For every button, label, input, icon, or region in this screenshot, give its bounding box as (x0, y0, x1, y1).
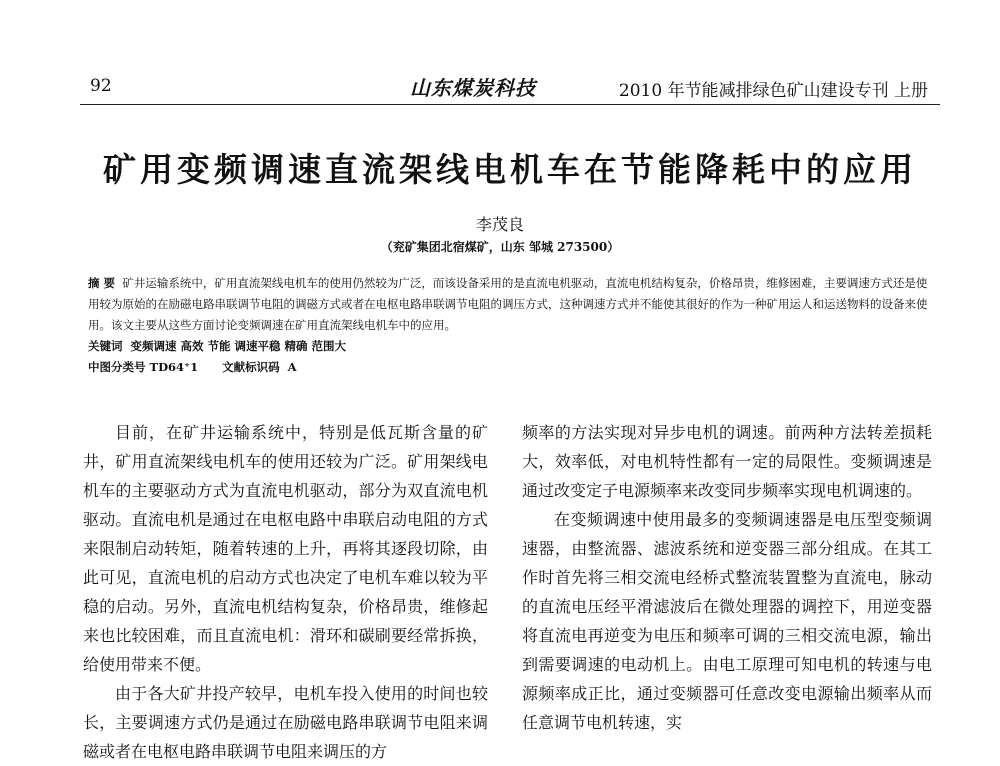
body-column-right (522, 418, 932, 737)
page-number: 92 (90, 76, 112, 96)
journal-name-logo: 山东煤炭科技 (410, 76, 536, 100)
body-paragraph-continued: 频率的方法实现对异步电机的调速。前两种方法转差损耗大，效率低，对电机特性都有一定的局限性。变频调速是通过改变定子电源频率来改变同步频率实现电机调速的。 (522, 423, 932, 500)
body-column-left (83, 418, 488, 766)
abstract-paragraph (88, 273, 934, 336)
abstract-text: 矿井运输系统中，矿用直流架线电机车的使用仍然较为广泛，而该设备采用的是直流电机驱动，直流电机结构复杂，价格昂贵，维修困难，主要调速方式还是使用较为原始的在励磁电路串联调节电阻的调磁方式或者在电枢电路串联调节电阻的调压方式，这种调速方式并不能使其很好的作为一种矿用运人和运送物料的设备来使用。该文主要从这些方面讨论变频调速在矿用直流架线电机车中的应用。 (88, 276, 928, 332)
keywords-label: 关键词 (88, 339, 123, 353)
header-divider (80, 104, 940, 105)
special-issue-label: 2010 年节能减排绿色矿山建设专刊 上册 (618, 81, 928, 101)
body-paragraph: 由于各大矿井投产较早，电机车投入使用的时间也较长，主要调速方式仍是通过在励磁电路串联调节电阻来调磁或者在电枢电路串联调节电阻来调压的方 (83, 684, 488, 761)
author-name: 李茂良 (475, 215, 524, 234)
keywords-row (88, 336, 934, 357)
clc-value: TD64⁺1 (149, 360, 199, 374)
article-title: 矿用变频调速直流架线电机车在节能降耗中的应用 (103, 150, 917, 189)
clc-label: 中图分类号 (88, 360, 146, 374)
doc-code-value: A (287, 360, 297, 374)
abstract-block (88, 273, 934, 378)
body-paragraph: 目前，在矿井运输系统中，特别是低瓦斯含量的矿井，矿用直流架线电机车的使用还较为广泛。矿用架线电机车的主要驱动方式为直流电机驱动，部分为双直流电机驱动。直流电机是通过在电枢电路中串联启动电阻的方式来限制启动转矩，随着转速的上升，再将其逐段切除，由此可见，直流电机的启动方式也决定了电机车难以较为平稳的启动。另外，直流电机结构复杂，价格昂贵，维修起来也比较困难，而且直流电机：滑环和碳刷要经常拆换，给使用带来不便。 (83, 423, 488, 674)
abstract-label: 摘 要 (88, 276, 116, 290)
running-header (88, 76, 940, 104)
doc-code-label: 文献标识码 (222, 360, 280, 374)
classification-row (88, 357, 934, 378)
keywords-text: 变频调速 高效 节能 调速平稳 精确 范围大 (130, 339, 347, 353)
author-affiliation: （兖矿集团北宿煤矿，山东 邹城 273500） (380, 240, 620, 254)
body-paragraph: 在变频调速中使用最多的变频调速器是电压型变频调速器，由整流器、滤波系统和逆变器三部分组成。在其工作时首先将三相交流电经桥式整流装置整为直流电，脉动的直流电压经平滑滤波后在微处理器的调控下，用逆变器将直流电再逆变为电压和频率可调的三相交流电源，输出到需要调速的电动机上。由电工原理可知电机的转速与电源频率成正比，通过变频器可任意改变电源输出频率从而任意调节电机转速，实 (522, 510, 932, 732)
